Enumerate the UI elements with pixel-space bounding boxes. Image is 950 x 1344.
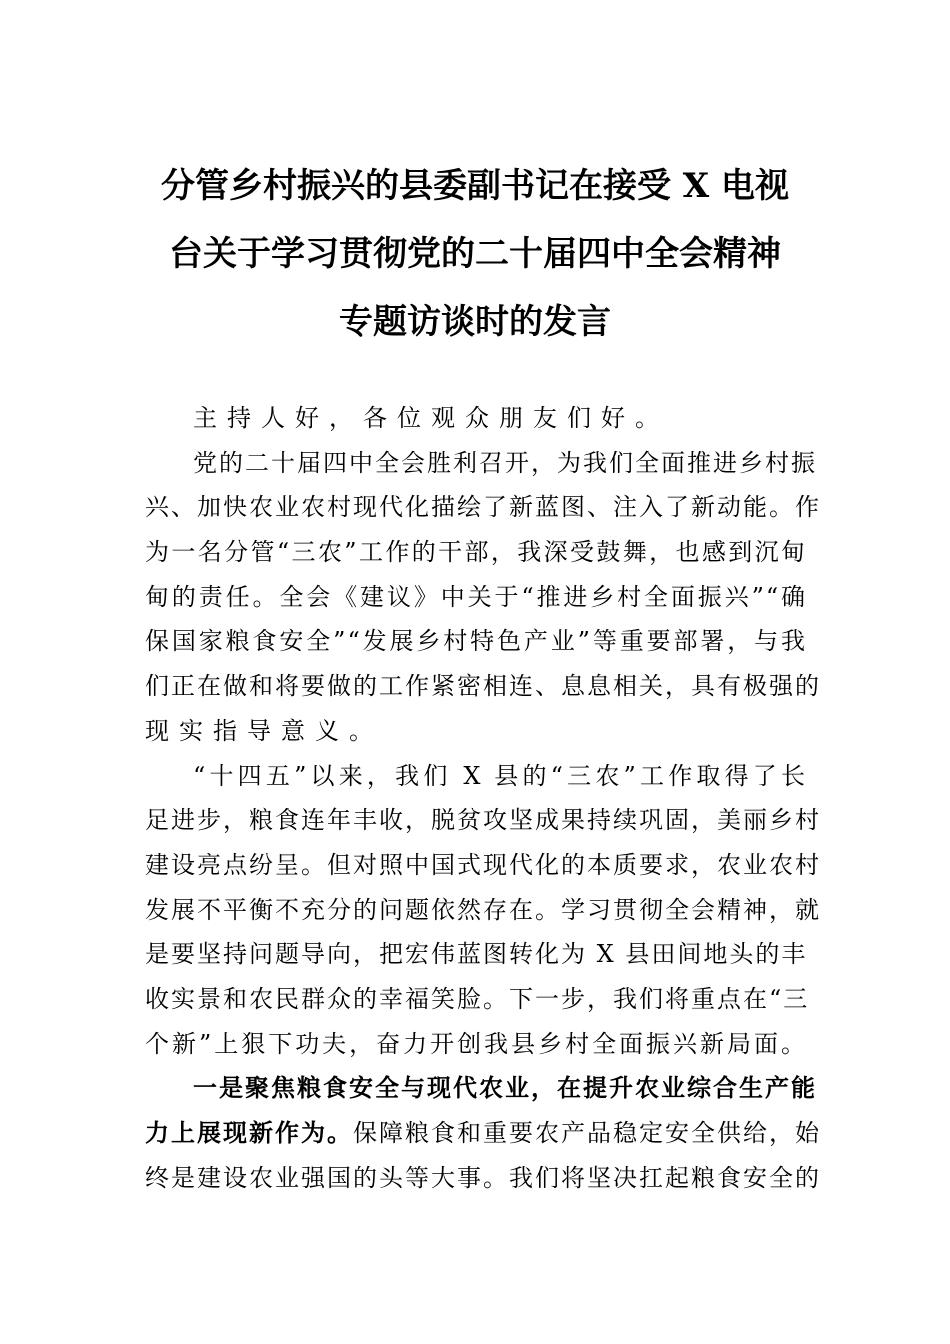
text-line: 兴、加快农业农村现代化描绘了新蓝图、注入了新动能。作 [145,493,821,522]
document-title [0,152,950,356]
body-text: 保障粮食和重要农产品稳定安全供给，始 [353,1119,821,1147]
bold-heading: 一是聚焦粮食安全与现代农业，在提升农业综合生产能 [193,1073,817,1103]
text-line: 是要坚持问题导向，把宏伟蓝图转化为 X 县田间地头的丰 [145,940,808,969]
document-body [145,396,821,1200]
paragraph-greeting [145,396,807,441]
text-line: 收实景和农民群众的幸福笑脸。下一步，我们将重点在“三 [145,984,810,1013]
text-line: 现实指导意义。 [145,716,383,745]
text-line: 为一名分管“三农”工作的干部，我深受鼓舞，也感到沉甸 [145,538,807,567]
text-line: 甸的责任。全会《建议》中关于“推进乡村全面振兴”“确 [145,582,807,611]
text-line: 保国家粮食安全”“发展乡村特色产业”等重要部署，与我 [145,627,807,656]
title-line: 专题访谈时的发言 [339,302,611,342]
text-line: 终是建设农业强国的头等大事。我们将坚决扛起粮食安全的 [145,1163,821,1192]
text-line [145,1066,817,1111]
title-line: 分管乡村振兴的县委副书记在接受 X 电视 [160,166,790,206]
text-line: 们正在做和将要做的工作紧密相连、息息相关，具有极强的 [145,672,821,701]
paragraph-progress [145,754,821,1067]
text-line: 主持人好，各位观众朋友们好。 [193,404,669,432]
text-line: 党的二十届四中全会胜利召开，为我们全面推进乡村振 [193,448,817,477]
text-line [145,1111,821,1156]
text-line: 个新”上狠下功夫，奋力开创我县乡村全面振兴新局面。 [145,1029,807,1058]
text-line: 发展不平衡不充分的问题依然存在。学习贯彻全会精神，就 [145,895,821,924]
paragraph-point-one [145,1066,821,1200]
paragraph-intro [145,441,821,754]
text-line: “十四五”以来，我们 X 县的“三农”工作取得了长 [193,761,807,790]
text-line: 足进步，粮食连年丰收，脱贫攻坚成果持续巩固，美丽乡村 [145,806,821,835]
text-line: 建设亮点纷呈。但对照中国式现代化的本质要求，农业农村 [145,850,821,879]
bold-heading: 力上展现新作为。 [145,1118,353,1147]
title-line: 台关于学习贯彻党的二十届四中全会精神 [169,234,781,274]
